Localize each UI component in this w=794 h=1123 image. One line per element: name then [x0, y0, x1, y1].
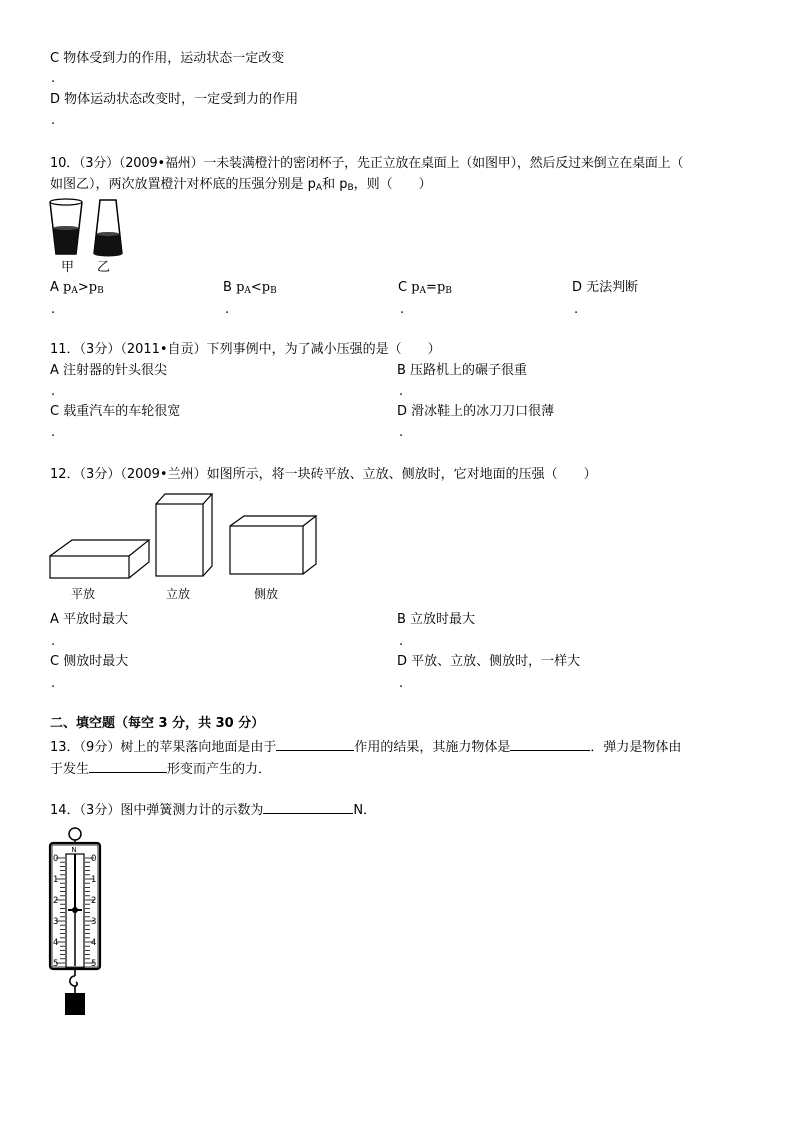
q9-option-c: C 物体受到力的作用，运动状态一定改变: [50, 51, 285, 66]
tick-label-right: 3: [91, 917, 97, 927]
ring-icon: [69, 828, 81, 840]
tick-label-right: 1: [91, 875, 97, 885]
q10-option-b: B $p_A<p_B$: [223, 280, 277, 296]
cup-upright-icon: [50, 199, 82, 254]
q11-option-d: D 滑冰鞋上的冰刀刀口很薄: [397, 404, 555, 419]
q11-option-c: C 载重汽车的车轮很宽: [50, 404, 181, 419]
brick-label-upright: 立放: [166, 587, 191, 601]
q9-option-d: D 物体运动状态改变时，一定受到力的作用: [50, 92, 299, 107]
option-dot: .: [225, 302, 230, 317]
section-title: 二、填空题（每空 3 分，共 30 分）: [50, 716, 265, 731]
option-dot: .: [574, 302, 579, 317]
weight-block: [65, 993, 85, 1015]
tick-label-left: 5: [53, 959, 59, 969]
option-dot: .: [51, 71, 56, 86]
q12-option-c: C 侧放时最大: [50, 654, 129, 669]
cup-inverted-icon: [94, 200, 122, 257]
q10-cups-figure: [46, 196, 136, 258]
option-dot: .: [400, 302, 405, 317]
tick-label-right: 4: [91, 938, 97, 948]
option-dot: .: [51, 634, 56, 649]
tick-label-right: 5: [91, 959, 97, 969]
option-dot: .: [399, 384, 404, 399]
q10-stem-line2: 如图乙），两次放置橙汁对杯底的压强分别是 $p_A$和 $p_B$，则（ ）: [50, 177, 432, 193]
tick-label-right: 2: [91, 896, 97, 906]
q11-option-a: A 注射器的针头很尖: [50, 363, 168, 378]
q12-option-d: D 平放、立放、侧放时，一样大: [397, 654, 581, 669]
tick-label-right: 0: [91, 854, 97, 864]
q12-option-b: B 立放时最大: [397, 612, 476, 627]
brick-label-flat: 平放: [71, 587, 96, 601]
q10-option-d: D 无法判断: [572, 280, 639, 295]
q13-line1: 13．（9分）树上的苹果落向地面是由于 作用的结果，其施力物体是 ．弹力是物体由: [50, 737, 681, 756]
tick-label-left: 2: [53, 896, 59, 906]
tick-label-left: 3: [53, 917, 59, 927]
option-dot: .: [51, 676, 56, 691]
q10-option-c: C $p_A=p_B$: [398, 280, 452, 296]
option-dot: .: [399, 634, 404, 649]
q14-stem: 14．（3分）图中弹簧测力计的示数为 N．: [50, 800, 376, 819]
q13-line2: 于发生 形变而产生的力．: [50, 759, 271, 778]
cup-label-yi: 乙: [97, 260, 111, 275]
q11-stem: 11．（3分）（2011•自贡）下列事例中，为了减小压强的是（ ）: [50, 342, 441, 357]
option-dot: .: [399, 676, 404, 691]
q10-stem-line1: 10．（3分）（2009•福州）一未装满橙汁的密闭杯子，先正立放在桌面上（如图甲），然后反过来倒立在桌面上（: [50, 156, 684, 171]
tick-label-left: 4: [53, 938, 59, 948]
q12-stem: 12．（3分）（2009•兰州）如图所示，将一块砖平放、立放、侧放时，它对地面的压强（ ）: [50, 467, 597, 482]
answer-blank[interactable]: [510, 737, 590, 751]
brick-label-side: 侧放: [254, 587, 279, 601]
hook-icon: [70, 969, 77, 993]
answer-blank[interactable]: [276, 737, 354, 751]
answer-blank[interactable]: [263, 800, 353, 814]
brick-upright-icon: [156, 494, 212, 576]
cup-label-jia: 甲: [61, 260, 75, 275]
option-dot: .: [51, 302, 56, 317]
scale-unit: N: [71, 846, 77, 854]
q12-bricks-figure: [48, 492, 320, 580]
tick-label-left: 1: [53, 875, 59, 885]
tick-label-left: 0: [53, 854, 59, 864]
q12-option-a: A 平放时最大: [50, 612, 129, 627]
brick-flat-icon: [50, 540, 149, 578]
option-dot: .: [399, 425, 404, 440]
option-dot: .: [51, 113, 56, 128]
q10-option-a: A $p_A>p_B$: [50, 280, 104, 296]
q11-option-b: B 压路机上的碾子很重: [397, 363, 528, 378]
answer-blank[interactable]: [89, 759, 167, 773]
option-dot: .: [51, 425, 56, 440]
spring-scale-figure: [46, 826, 104, 1020]
brick-side-icon: [230, 516, 316, 574]
option-dot: .: [51, 384, 56, 399]
